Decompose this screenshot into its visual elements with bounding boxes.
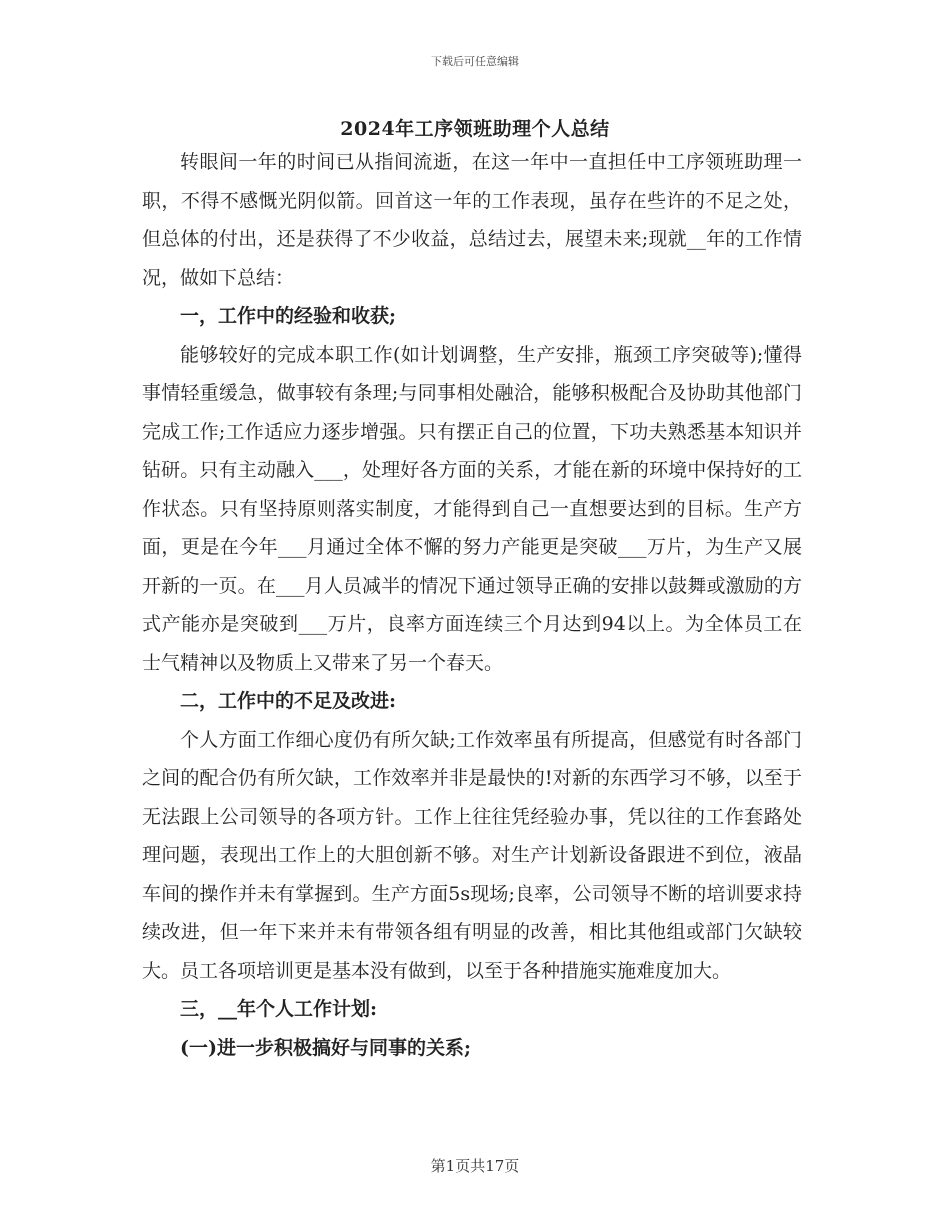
document-body [142, 143, 802, 1067]
page-number: 第1页共17页 [430, 1157, 520, 1175]
intro-paragraph: 转眼间一年的时间已从指间流逝，在这一年中一直担任中工序领班助理一职，不得不感慨光阴似箭。回首这一年的工作表现，虽存在些许的不足之处，但总体的付出，还是获得了不少收益，总结过去，展望未来;现就__年的工作情况，做如下总结： [142, 151, 802, 289]
section-1-paragraph: 能够较好的完成本职工作(如计划调整，生产安排，瓶颈工序突破等);懂得事情轻重缓急，做事较有条理;与同事相处融洽，能够积极配合及协助其他部门完成工作;工作适应力逐步增强。只有摆正自己的位置，下功夫熟悉基本知识并钻研。只有主动融入___，处理好各方面的关系，才能在新的环境中保持好的工作状态。只有坚持原则落实制度，才能得到自己一直想要达到的目标。生产方面，更是在今年___月通过全体不懈的努力产能更是突破___万片，为生产又展开新的一页。在___月人员减半的情况下通过领导正确的安排以鼓舞或激励的方式产能亦是突破到___万片，良率方面连续三个月达到94以上。为全体员工在士气精神以及物质上又带来了另一个春天。 [142, 343, 802, 674]
header-note: 下载后可任意编辑 [431, 55, 519, 68]
section-2-paragraph: 个人方面工作细心度仍有所欠缺;工作效率虽有所提高，但感觉有时各部门之间的配合仍有所欠缺，工作效率并非是最快的!对新的东西学习不够，以至于无法跟上公司领导的各项方针。工作上往往凭经验办事，凭以往的工作套路处理问题，表现出工作上的大胆创新不够。对生产计划新设备跟进不到位，液晶车间的操作并未有掌握到。生产方面5s现场;良率，公司领导不断的培训要求持续改进，但一年下来并未有带领各组有明显的改善，相比其他组或部门欠缺较大。员工各项培训更是基本没有做到，以至于各种措施实施难度加大。 [142, 728, 802, 982]
section-heading-2: 二，工作中的不足及改进: [180, 690, 397, 712]
sub-heading-1: (一)进一步积极搞好与同事的关系; [180, 1036, 471, 1059]
section-heading-1: 一，工作中的经验和收获; [180, 305, 397, 327]
section-heading-3: 三，__年个人工作计划: [180, 998, 378, 1020]
document-title: 2024年工序领班助理个人总结 [340, 118, 610, 140]
